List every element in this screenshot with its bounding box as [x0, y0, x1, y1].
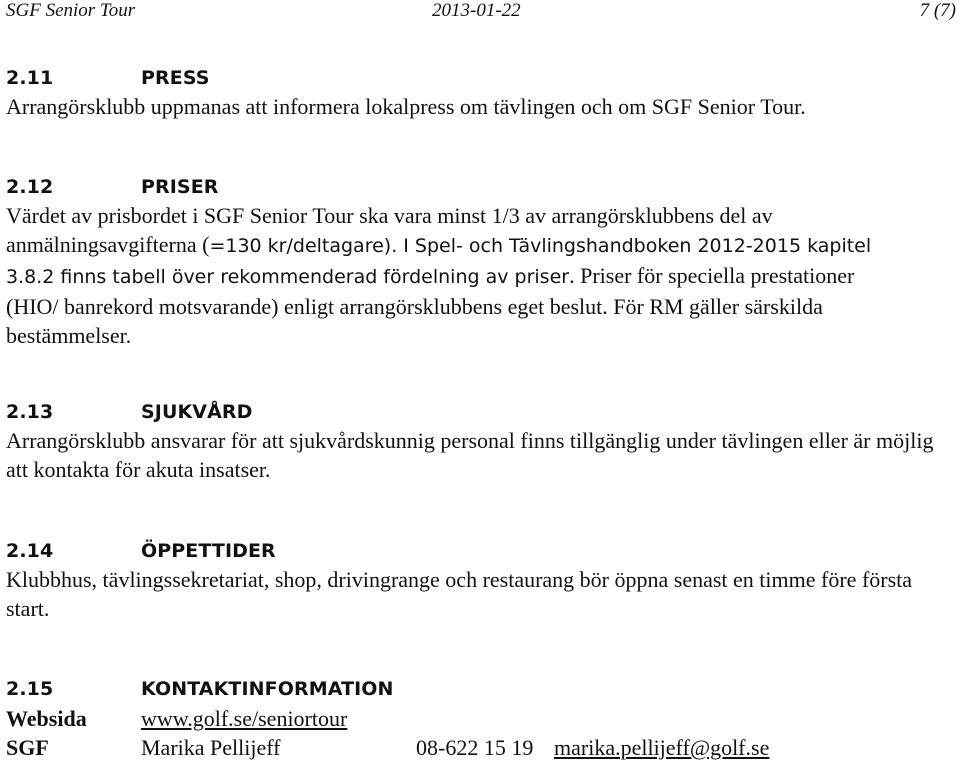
website-label: Websida: [6, 706, 87, 731]
section-title: SJUKVÅRD: [141, 401, 253, 423]
website-link[interactable]: www.golf.se/seniortour: [141, 706, 348, 731]
section-priser: [6, 173, 956, 350]
text-line: (HIO/ banrekord motsvarande) enligt arrangörsklubbens eget beslut. För RM gäller särskilda: [6, 294, 823, 319]
text-span-sans: =130 kr/deltagare). I Spel- och Tävlingshandboken 2012-2015 kapitel: [209, 235, 872, 257]
contact-person: Marika Pellijeff: [141, 735, 281, 760]
header-page-number: 7 (7): [919, 0, 956, 21]
contact-phone: 08-622 15 19: [416, 735, 534, 760]
text-line: [6, 230, 956, 261]
section-title: KONTAKTINFORMATION: [141, 678, 394, 700]
text-line: Värdet av prisbordet i SGF Senior Tour ska vara minst 1/3 av arrangörsklubbens del av: [6, 203, 773, 228]
text-line: bestämmelser.: [6, 323, 132, 348]
section-oppettider: [6, 537, 956, 623]
text-span-sans: 3.8.2 finns tabell över rekommenderad fördelning av priser: [6, 266, 570, 288]
header-date: 2013-01-22: [432, 0, 521, 21]
section-press: [6, 64, 956, 121]
section-sjukvard: [6, 398, 956, 484]
section-number: 2.11: [6, 67, 54, 89]
section-text: [6, 201, 956, 350]
section-heading: [6, 173, 956, 201]
text-span: anmälningsavgifterna (: [6, 232, 210, 257]
section-number: 2.14: [6, 540, 54, 562]
section-number: 2.12: [6, 176, 54, 198]
text-line: [6, 261, 956, 292]
section-heading: [6, 675, 956, 703]
section-number: 2.13: [6, 401, 54, 423]
contact-email-link[interactable]: marika.pellijeff@golf.se: [554, 735, 770, 760]
header-title: SGF Senior Tour: [6, 0, 136, 21]
section-heading: [6, 64, 956, 92]
text-span: . Priser för speciella prestationer: [569, 263, 855, 288]
section-number: 2.15: [6, 678, 54, 700]
section-title: PRESS: [141, 67, 210, 89]
section-heading: [6, 398, 956, 426]
section-heading: [6, 537, 956, 565]
section-title: PRISER: [141, 176, 219, 198]
section-title: ÖPPETTIDER: [141, 540, 276, 562]
section-text: Klubbhus, tävlingssekretariat, shop, drivingrange och restaurang bör öppna senast en timme före första start.: [6, 567, 913, 621]
section-kontakt: [6, 675, 956, 703]
org-label: SGF: [6, 735, 49, 760]
section-text: Arrangörsklubb uppmanas att informera lokalpress om tävlingen och om SGF Senior Tour.: [6, 94, 806, 119]
section-text: Arrangörsklubb ansvarar för att sjukvårdskunnig personal finns tillgänglig under tävlingen eller är möjlig att kontakta för akuta insatser.: [6, 428, 934, 482]
